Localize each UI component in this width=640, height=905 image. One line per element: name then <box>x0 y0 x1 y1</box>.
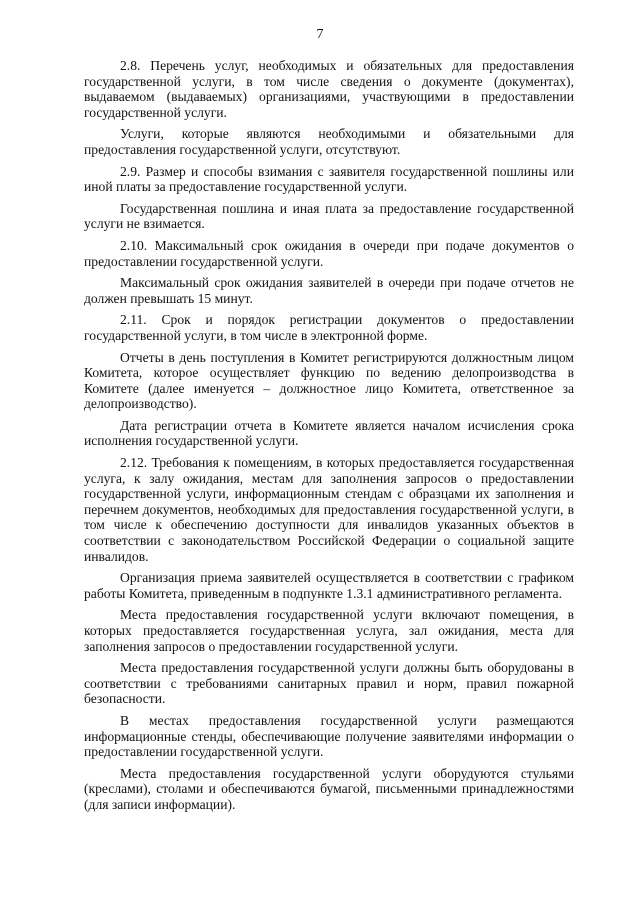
paragraph-2-11: 2.11. Срок и порядок регистрации документов о предоставлении государственной услуги, в том числе в электронной форме. <box>84 312 574 343</box>
paragraph-info-stands: В местах предоставления государственной услуги размещаются информационные стенды, обеспечивающие получение заявителями информации о предоставлении государственной услуги. <box>84 712 574 760</box>
paragraph-premises: Места предоставления государственной услуги включают помещения, в которых предоставляется государственная услуга, зал ожидания, места для заполнения запросов о предоставлении государственной услуги. <box>84 607 574 654</box>
paragraph-reception-schedule: Организация приема заявителей осуществляется в соответствии с графиком работы Комитета, приведенным в подпункте 1.3.1 административного регламента. <box>84 570 574 601</box>
paragraph-registration: Отчеты в день поступления в Комитет регистрируются должностным лицом Комитета, которое осуществляет функцию по ведению делопроизводства в Комитете (далее именуется – должностное лицо Комитета, ответственное за делопроизводство). <box>84 349 574 412</box>
page-number: 7 <box>316 27 324 42</box>
paragraph-fee-not-charged: Государственная пошлина и иная плата за предоставление государственной услуги не взимается. <box>84 200 574 232</box>
paragraph-waiting-time: Максимальный срок ожидания заявителей в очереди при подаче отчетов не должен превышать 15 минут. <box>84 275 574 306</box>
paragraph-furniture: Места предоставления государственной услуги оборудуются стульями (креслами), столами и обеспечиваются бумагой, письменными принадлежностями (для записи информации). <box>84 765 574 812</box>
paragraph-2-8: 2.8. Перечень услуг, необходимых и обязательных для предоставления государственной услуги, в том числе сведения о документе (документах), выдаваемом (выдаваемых) организациями, участвующими в предоставлении государственной услуги. <box>84 58 574 120</box>
paragraph-sanitary: Места предоставления государственной услуги должны быть оборудованы в соответствии с требованиями санитарных правил и норм, правил пожарной безопасности. <box>84 660 574 707</box>
document-body <box>84 58 574 819</box>
paragraph-2-9: 2.9. Размер и способы взимания с заявителя государственной пошлины или иной платы за предоставление государственной услуги. <box>84 163 574 195</box>
paragraph-2-10: 2.10. Максимальный срок ожидания в очереди при подаче документов о предоставлении государственной услуги. <box>84 237 574 269</box>
paragraph-registration-date: Дата регистрации отчета в Комитете является началом исчисления срока исполнения государственной услуги. <box>84 417 574 449</box>
paragraph-2-12: 2.12. Требования к помещениям, в которых предоставляется государственная услуга, к залу ожидания, местам для заполнения запросов о предоставлении государственной услуги, информационным стендам с образцами их заполнения и перечнем документов, необходимых для предоставления государственной услуги, в том числе к обеспечению доступности для инвалидов указанных объектов в соответствии с законодательством Российской Федерации о социальной защите инвалидов. <box>84 455 574 564</box>
paragraph-services-absent: Услуги, которые являются необходимыми и обязательными для предоставления государственной услуги, отсутствуют. <box>84 126 574 157</box>
